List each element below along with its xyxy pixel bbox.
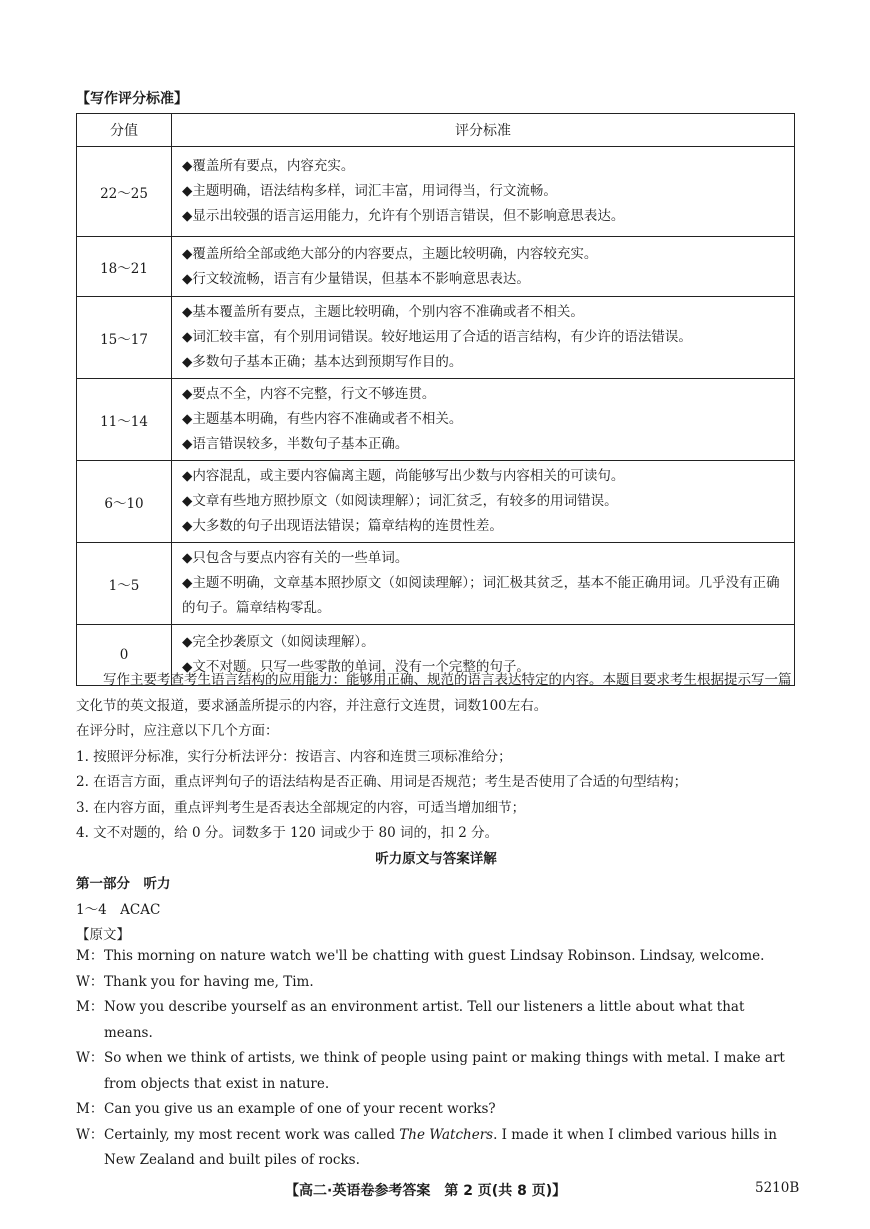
- notes-item: 2. 在语言方面，重点评判句子的语法结构是否正确、用词是否规范；考生是否使用了合适的句型结构；: [76, 774, 688, 790]
- criteria-cell: [172, 543, 795, 625]
- speaker-label: M：: [76, 999, 104, 1015]
- score-range: 6～10: [77, 461, 172, 543]
- utterance: Now you describe yourself as an environment artist. Tell our listeners a little about what that means.: [104, 999, 745, 1041]
- rubric-row: [77, 543, 795, 625]
- rubric-row: [77, 297, 795, 379]
- writing-section-title: 【写作评分标准】: [76, 91, 188, 107]
- rubric-row: [77, 379, 795, 461]
- listening-title: 听力原文与答案详解: [375, 850, 497, 867]
- dialogue-turn: [76, 944, 796, 970]
- criterion-item: ◆主题不明确，文章基本照抄原文（如阅读理解）；词汇极其贫乏，基本不能正确用词。几乎没有正确的句子。篇章结构零乱。: [182, 575, 780, 616]
- criteria-cell: [172, 297, 795, 379]
- listening-answers: 1～4 ACAC: [76, 901, 161, 918]
- score-range: 11～14: [77, 379, 172, 461]
- criterion-item: ◆词汇较丰富，有个别用词错误。较好地运用了合适的语言结构，有少许的语法错误。: [182, 329, 692, 345]
- criteria-cell: [172, 461, 795, 543]
- criterion-item: ◆文不对题。只写一些零散的单词，没有一个完整的句子。: [182, 659, 530, 675]
- writing-notes: [76, 668, 796, 949]
- notes-lead: 在评分时，应注意以下几个方面：: [76, 723, 279, 739]
- footer-page-info: 【高二·英语卷参考答案 第 2 页(共 8 页)】: [285, 1183, 567, 1199]
- utterance-text: . I made it when I climbed various hills in New Zealand and built piles of rocks.: [104, 1126, 777, 1168]
- criterion-item: ◆显示出较强的语言运用能力，允许有个别语言错误，但不影响意思表达。: [182, 208, 625, 224]
- dialogue-turn: [76, 1046, 796, 1097]
- criterion-item: ◆语言错误较多，半数句子基本正确。: [182, 436, 409, 452]
- original-text-label: 【原文】: [76, 927, 130, 943]
- utterance: This morning on nature watch we'll be chatting with guest Lindsay Robinson. Lindsay, welcome.: [104, 948, 765, 964]
- work-title: The Watchers: [399, 1126, 494, 1143]
- criterion-item: ◆要点不全，内容不完整，行文不够连贯。: [182, 386, 436, 402]
- criterion-item: ◆多数句子基本正确；基本达到预期写作目的。: [182, 354, 463, 370]
- criteria-column-header: 评分标准: [172, 114, 795, 147]
- criteria-cell: [172, 379, 795, 461]
- criterion-item: ◆完全抄袭原文（如阅读理解）。: [182, 634, 375, 650]
- speaker-label: W：: [76, 1050, 104, 1066]
- listening-transcript: [76, 944, 796, 1174]
- speaker-label: W：: [76, 1126, 104, 1143]
- rubric-row: [77, 147, 795, 237]
- score-range: 15～17: [77, 297, 172, 379]
- score-column-header: 分值: [77, 114, 172, 147]
- rubric-header-row: [77, 114, 795, 147]
- criterion-item: ◆内容混乱，或主要内容偏离主题，尚能够写出少数与内容相关的可读句。: [182, 468, 625, 484]
- dialogue-turn: [76, 995, 796, 1046]
- criteria-cell: [172, 237, 795, 297]
- utterance-text: Certainly, my most recent work was called: [104, 1126, 400, 1143]
- notes-item: 4. 文不对题的，给 0 分。词数多于 120 词或少于 80 词的，扣 2 分。: [76, 825, 499, 841]
- score-range: 18～21: [77, 237, 172, 297]
- speaker-label: M：: [76, 948, 104, 964]
- criterion-item: ◆基本覆盖所有要点，主题比较明确，个别内容不准确或者不相关。: [182, 304, 584, 320]
- footer-code: 5210B: [755, 1180, 800, 1196]
- criterion-item: ◆主题明确，语法结构多样，词汇丰富，用词得当，行文流畅。: [182, 183, 557, 199]
- dialogue-turn: [76, 970, 796, 996]
- criterion-item: ◆只包含与要点内容有关的一些单词。: [182, 550, 409, 566]
- criterion-item: ◆大多数的句子出现语法错误；篇章结构的连贯性差。: [182, 518, 503, 534]
- criterion-item: ◆覆盖所有要点，内容充实。: [182, 158, 355, 174]
- speaker-label: W：: [76, 973, 104, 990]
- notes-intro: 写作主要考查考生语言结构的应用能力：能够用正确、规范的语言表达特定的内容。本题目要求考生根据提示写一篇文化节的英文报道，要求涵盖所提示的内容，并注意行文连贯，词数100左右。: [76, 672, 792, 714]
- utterance: Can you give us an example of one of your recent works?: [104, 1101, 496, 1117]
- score-range: 0: [77, 625, 172, 686]
- notes-item: 3. 在内容方面，重点评判考生是否表达全部规定的内容，可适当增加细节；: [76, 799, 526, 816]
- criterion-item: ◆文章有些地方照抄原文（如阅读理解）；词汇贫乏，有较多的用词错误。: [182, 493, 618, 509]
- criterion-item: ◆行文较流畅，语言有少量错误，但基本不影响意思表达。: [182, 270, 530, 287]
- notes-item: 1. 按照评分标准，实行分析法评分：按语言、内容和连贯三项标准给分；: [76, 748, 512, 765]
- criteria-cell: [172, 147, 795, 237]
- utterance: So when we think of artists, we think of people using paint or making things with metal. I make art from objects that exist in nature.: [104, 1050, 785, 1092]
- speaker-label: M：: [76, 1101, 104, 1117]
- rubric-row: [77, 461, 795, 543]
- dialogue-turn: [76, 1097, 796, 1123]
- scoring-rubric-table: [76, 113, 795, 686]
- listening-part-heading: 第一部分 听力: [76, 876, 171, 892]
- utterance: [104, 1123, 796, 1174]
- dialogue-turn: [76, 1123, 796, 1174]
- utterance: Thank you for having me, Tim.: [104, 973, 314, 990]
- criterion-item: ◆覆盖所给全部或绝大部分的内容要点，主题比较明确，内容较充实。: [182, 245, 598, 262]
- rubric-row: [77, 237, 795, 297]
- criterion-item: ◆主题基本明确，有些内容不准确或者不相关。: [182, 411, 463, 427]
- score-range: 22～25: [77, 147, 172, 237]
- score-range: 1～5: [77, 543, 172, 625]
